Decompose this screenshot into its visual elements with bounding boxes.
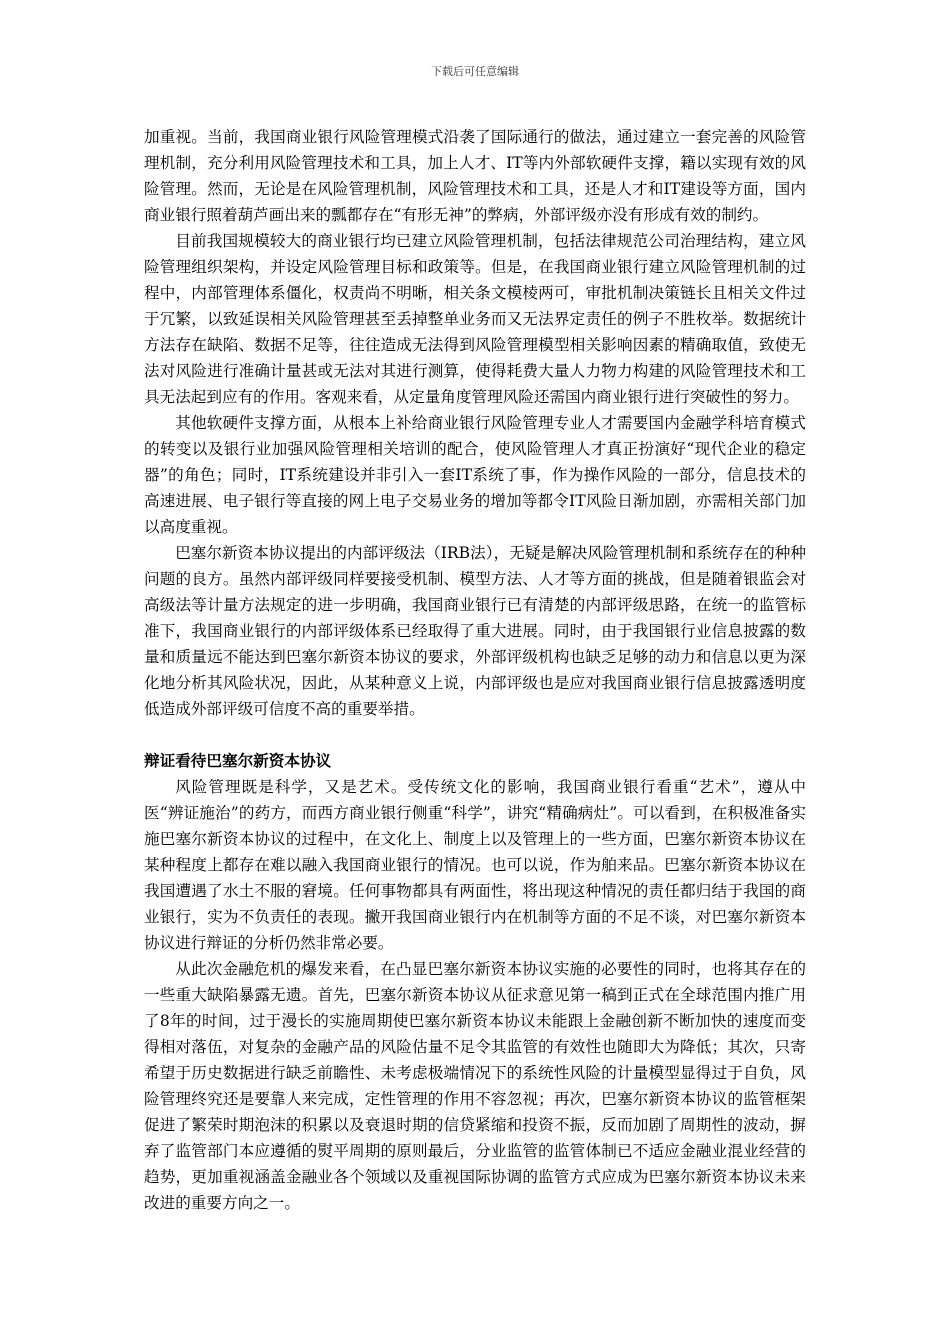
- paragraph-science-art: 风险管理既是科学，又是艺术。受传统文化的影响，我国商业银行看重“艺术”，遵从中医“辨证施治”的药方，而西方商业银行侧重“科学”，讲究“精确病灶”。可以看到，在积极准备实施巴塞尔新资本协议的过程中，在文化上、制度上以及管理上的一些方面，巴塞尔新资本协议在某种程度上都存在难以融入我国商业银行的情况。也可以说，作为舶来品。巴塞尔新资本协议在我国遭遇了水土不服的窘境。任何事物都具有两面性，将出现这种情况的责任都归结于我国的商业银行，实为不负责任的表现。撇开我国商业银行内在机制等方面的不足不谈，对巴塞尔新资本协议进行辩证的分析仍然非常必要。: [144, 778, 806, 952]
- paragraph-support: 其他软硬件支撑方面，从根本上补给商业银行风险管理专业人才需要国内金融学科培育模式的转变以及银行业加强风险管理相关培训的配合，使风险管理人才真正扮演好“现代企业的稳定器”的角色；同时，IT系统建设并非引入一套IT系统了事，作为操作风险的一部分，信息技术的高速进展、电子银行等直接的网上电子交易业务的增加等都令IT风险日渐加剧，亦需相关部门加以高度重视。: [144, 414, 806, 536]
- document-body: [144, 124, 806, 1216]
- paragraph-continuation: 加重视。当前，我国商业银行风险管理模式沿袭了国际通行的做法，通过建立一套完善的风险管理机制，充分利用风险管理技术和工具，加上人才、IT等内外部软硬件支撑，籍以实现有效的风险管理。然而，无论是在风险管理机制，风险管理技术和工具，还是人才和IT建设等方面，国内商业银行照着葫芦画出来的瓢都存在“有形无神”的弊病，外部评级亦没有形成有效的制约。: [144, 128, 806, 224]
- page-header: 下载后可任意编辑: [431, 65, 519, 78]
- paragraph-financial-crisis: 从此次金融危机的爆发来看，在凸显巴塞尔新资本协议实施的必要性的同时，也将其存在的一些重大缺陷暴露无遗。首先，巴塞尔新资本协议从征求意见第一稿到正式在全球范围内推广用了8年的时间，过于漫长的实施周期使巴塞尔新资本协议未能跟上金融创新不断加快的速度而变得相对落伍，对复杂的金融产品的风险估量不足令其监管的有效性也随即大为降低；其次，只寄希望于历史数据进行缺乏前瞻性、未考虑极端情况下的系统性风险的计量模型显得过于自负，风险管理终究还是要靠人来完成，定性管理的作用不容忽视；再次，巴塞尔新资本协议的监管框架促进了繁荣时期泡沫的积累以及衰退时期的信贷紧缩和投资不振，反而加剧了周期性的波动，摒弃了监管部门本应遵循的熨平周期的原则最后，分业监管的监管体制已不适应金融业混业经营的趋势，更加重视涵盖金融业各个领域以及重视国际协调的监管方式应成为巴塞尔新资本协议未来改进的重要方向之一。: [144, 960, 806, 1212]
- paragraph-risk-mechanism: 目前我国规模较大的商业银行均已建立风险管理机制，包括法律规范公司治理结构，建立风险管理组织架构，并设定风险管理目标和政策等。但是，在我国商业银行建立风险管理机制的过程中，内部管理体系僵化，权责尚不明晰，相关条文模棱两可，审批机制决策链长且相关文件过于冗繁，以致延误相关风险管理甚至丢掉整单业务而又无法界定责任的例子不胜枚举。数据统计方法存在缺陷、数据不足等，往往造成无法得到风险管理模型相关影响因素的精确取值，致使无法对风险进行准确计量甚或无法对其进行测算，使得耗费大量人力物力构建的风险管理技术和工具无法起到应有的作用。客观来看，从定量角度管理风险还需国内商业银行进行突破性的努力。: [144, 232, 806, 406]
- section-heading: 辩证看待巴塞尔新资本协议: [144, 752, 332, 770]
- paragraph-irb: 巴塞尔新资本协议提出的内部评级法（IRB法），无疑是解决风险管理机制和系统存在的种种问题的良方。虽然内部评级同样要接受机制、模型方法、人才等方面的挑战，但是随着银监会对高级法等计量方法规定的进一步明确，我国商业银行已有清楚的内部评级思路，在统一的监管标准下，我国商业银行的内部评级体系已经取得了重大进展。同时，由于我国银行业信息披露的数量和质量远不能达到巴塞尔新资本协议的要求，外部评级机构也缺乏足够的动力和信息以更为深化地分析其风险状况，因此，从某种意义上说，内部评级也是应对我国商业银行信息披露透明度低造成外部评级可信度不高的重要举措。: [144, 544, 806, 718]
